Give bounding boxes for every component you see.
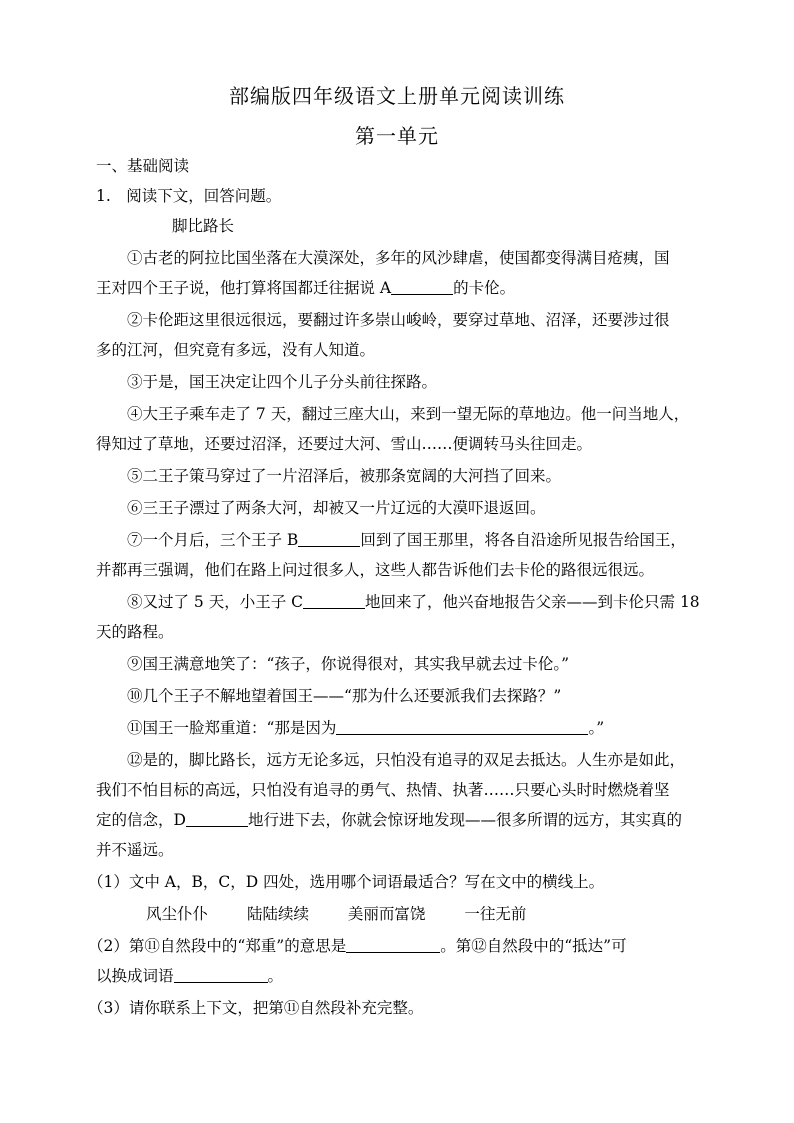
- page-title: 部编版四年级语文上册单元阅读训练: [229, 84, 565, 108]
- paragraph-12-text: 定的信念，D: [96, 811, 186, 829]
- paragraph-1-line-1: ①古老的阿拉比国坐落在大漠深处，多年的风沙肆虐，使国都变得满目疮痍，国: [127, 249, 670, 267]
- paragraph-8-text-end: 地回来了，他兴奋地报告父亲——到卡伦只需 18: [365, 593, 700, 611]
- paragraph-3: ③于是，国王决定让四个儿子分头前往探路。: [127, 373, 438, 391]
- question-2-line-2: [96, 961, 700, 991]
- paragraph-8-line-2: 天的路程。: [96, 623, 174, 641]
- paragraph-1-text-end: 的卡伦。: [453, 279, 516, 297]
- worksheet-body: [88, 151, 700, 1023]
- question-2-text-2: 以换成词语: [96, 967, 174, 985]
- option-word: 一往无前: [464, 905, 527, 923]
- paragraph-11-text-end: 。”: [588, 719, 605, 737]
- option-word: 风尘仆仆: [146, 905, 209, 923]
- paragraph-7-text: ⑦一个月后，三个王子 B: [127, 531, 299, 549]
- paragraph-7-line-1: [96, 525, 700, 555]
- question-2-text-mid: 。第⑫自然段中的“抵达”可: [440, 937, 627, 955]
- paragraph-9: ⑨国王满意地笑了：“孩子，你说得很对，其实我早就去过卡伦。”: [127, 655, 570, 673]
- paragraph-12-line-3: [96, 805, 700, 835]
- paragraph-4-line-2: 得知过了草地，还要过沼泽，还要过大河、雪山……便调转马头往回走。: [96, 435, 593, 453]
- question-2-text-end: 。: [267, 967, 284, 985]
- paragraph-2-line-1: ②卡伦距这里很远很远，要翻过许多崇山峻岭，要穿过草地、沼泽，还要涉过很: [127, 311, 670, 329]
- paragraph-11: [96, 713, 700, 743]
- blank-c[interactable]: [303, 594, 365, 609]
- blank-paragraph-11[interactable]: [336, 720, 588, 735]
- paragraph-1-line-2: [96, 273, 700, 303]
- paragraph-1-text: 王对四个王子说，他打算将国都迁往据说 A: [96, 279, 392, 297]
- question-3: （3）请你联系上下文，把第⑪自然段补充完整。: [88, 999, 424, 1017]
- paragraph-8-line-1: [96, 587, 700, 617]
- paragraph-11-text: ⑪国王一脸郑重道：“那是因为: [127, 719, 337, 737]
- paragraph-2-line-2: 多的江河，但究竟有多远，没有人知道。: [96, 341, 376, 359]
- paragraph-5: ⑤二王子策马穿过了一片沼泽后，被那条宽阔的大河挡了回来。: [127, 467, 562, 485]
- blank-a[interactable]: [391, 280, 453, 295]
- paragraph-8-text: ⑧又过了 5 天，小王子 C: [127, 593, 304, 611]
- paragraph-12-text-end: 地行进下去，你就会惊讶地发现——很多所谓的远方，其实真的: [247, 811, 682, 829]
- blank-meaning[interactable]: [346, 938, 440, 953]
- question-intro: 1. 阅读下文，回答问题。: [96, 187, 282, 205]
- paragraph-12-line-2: 我们不怕目标的高远，只怕没有追寻的勇气、热情、执著……只要心头时时燃烧着坚: [96, 781, 670, 799]
- paragraph-12-line-1: ⑫是的，脚比路长，远方无论多远，只怕没有追寻的双足去抵达。人生亦是如此，: [127, 751, 686, 769]
- question-2-text: （2）第⑪自然段中的“郑重”的意思是: [88, 937, 347, 955]
- unit-subtitle: 第一单元: [355, 124, 439, 148]
- section-heading: 一、基础阅读: [96, 157, 190, 175]
- word-options: [96, 899, 700, 929]
- paragraph-4-line-1: ④大王子乘车走了 7 天，翻过三座大山，来到一望无际的草地边。他一问当地人，: [127, 405, 690, 423]
- paragraph-12-line-4: 并不遥远。: [96, 841, 174, 859]
- option-word: 美丽而富饶: [347, 905, 426, 923]
- paragraph-7-line-2: 并都再三强调，他们在路上问过很多人，这些人都告诉他们去卡伦的路很远很远。: [96, 561, 655, 579]
- blank-d[interactable]: [186, 812, 248, 827]
- paragraph-10: ⑩几个王子不解地望着国王——“那为什么还要派我们去探路？”: [127, 687, 562, 705]
- question-2-line-1: [88, 931, 700, 961]
- blank-b[interactable]: [298, 532, 360, 547]
- option-word: 陆陆续续: [246, 905, 309, 923]
- passage-title: 脚比路长: [172, 217, 235, 235]
- blank-synonym[interactable]: [174, 968, 268, 983]
- paragraph-6: ⑥三王子漂过了两条大河，却被又一片辽远的大漠吓退返回。: [127, 499, 546, 517]
- paragraph-7-text-end: 回到了国王那里，将各自沿途所见报告给国王，: [360, 531, 686, 549]
- question-1: （1）文中 A，B，C，D 四处，选用哪个词语最适合？写在文中的横线上。: [88, 873, 605, 891]
